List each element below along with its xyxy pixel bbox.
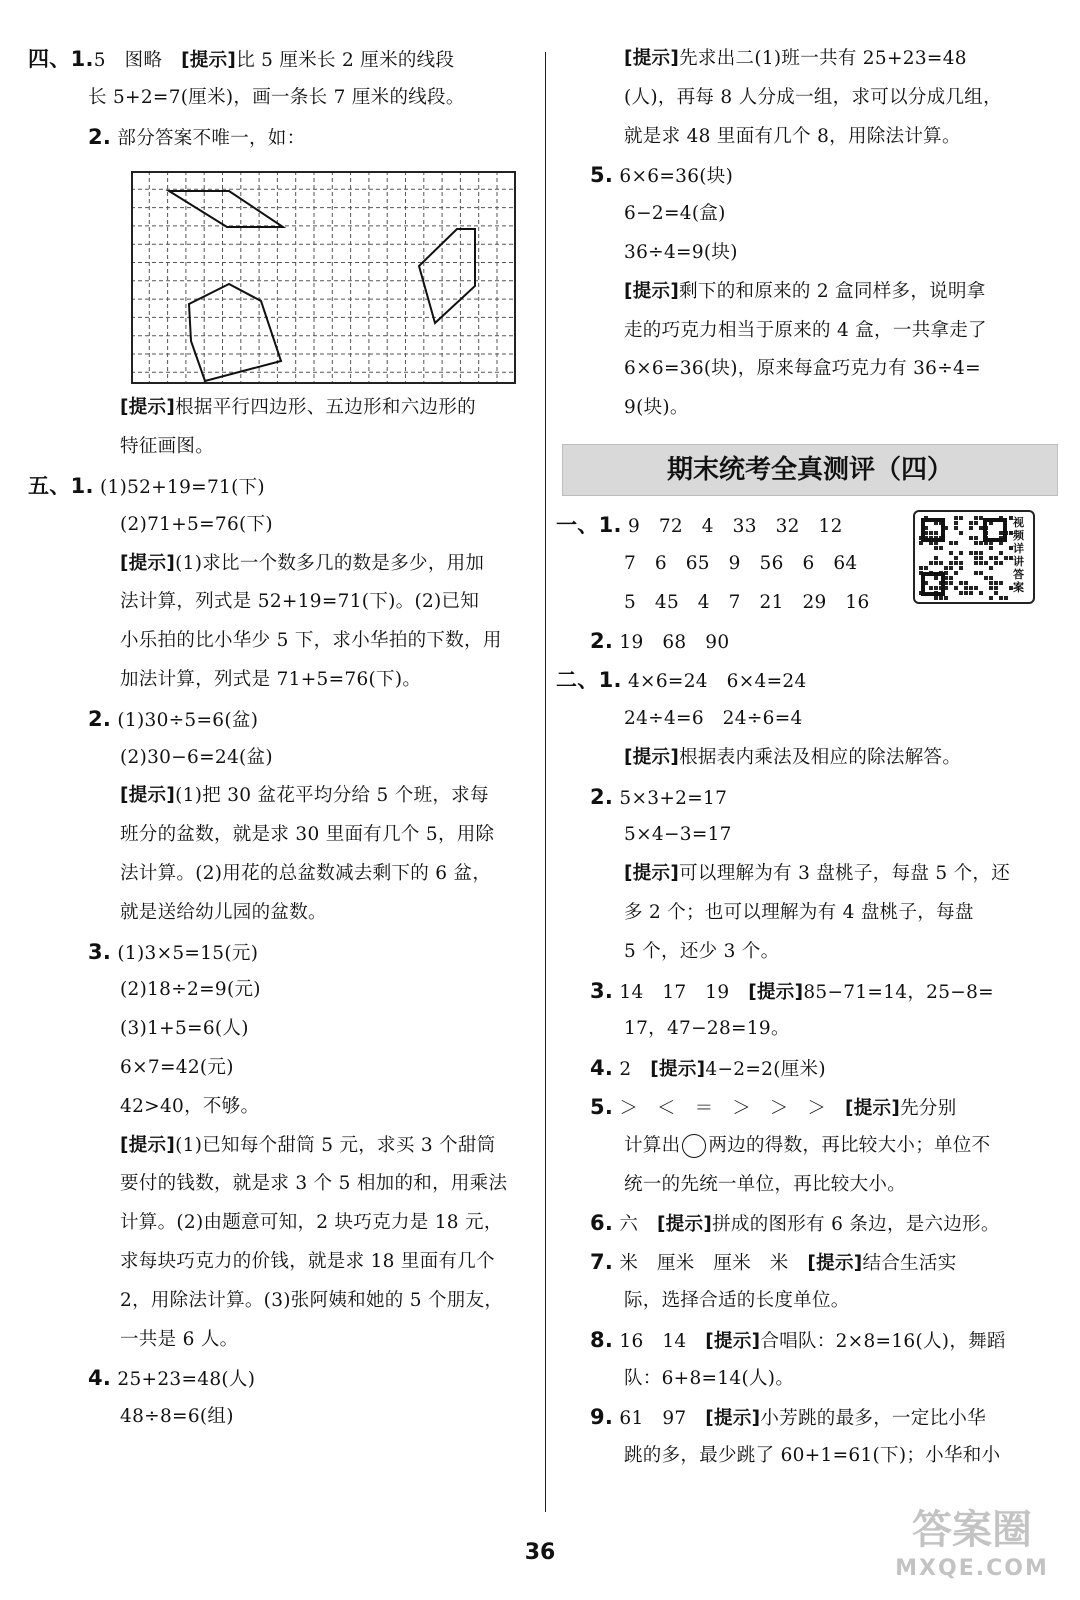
qr-cell [994, 591, 998, 595]
qr-cell [969, 591, 973, 595]
qr-cell [954, 556, 958, 560]
qr-cell [939, 546, 943, 550]
qr-cell [994, 556, 998, 560]
qr-cell [1004, 596, 1008, 600]
answer-line: 48÷8=6(组) [120, 1406, 234, 1428]
qr-cell [969, 586, 973, 590]
qr-cell [934, 586, 938, 590]
right-column [556, 40, 1056, 1476]
hint-tag: [提示] [624, 746, 680, 768]
qr-cell [954, 526, 958, 530]
hint-tag: [提示] [705, 1330, 761, 1352]
answer-line: 计算出 两边的得数，再比较大小；单位不 [624, 1134, 991, 1156]
answer-line: 3. 14 17 19 [提示]85−71=14，25−8= [590, 978, 994, 1003]
answer-line: 五、1. (1)52+19=71(下) [28, 473, 265, 498]
qr-cell [934, 531, 938, 535]
hint-tag: [提示] [120, 397, 176, 419]
qr-cell [929, 586, 933, 590]
qr-cell [994, 581, 998, 585]
answer-line: (2)30−6=24(盆) [120, 746, 273, 768]
hint-tag: [提示] [624, 48, 680, 69]
qr-cell [969, 521, 973, 525]
answer-line: (2)71+5=76(下) [120, 513, 273, 535]
qr-cell [989, 566, 993, 570]
answer-line: 加法计算，列式是 71+5=76(下)。 [120, 668, 422, 690]
answer-line: 8. 16 14 [提示]合唱队：2×8=16(人)，舞蹈 [590, 1327, 1006, 1352]
answer-line: [提示]可以理解为有 3 盘桃子，每盘 5 个，还 [624, 863, 1010, 885]
qr-cell [934, 561, 938, 565]
answer-line: 际，选择合适的长度单位。 [624, 1289, 850, 1311]
answer-line: 6. 六 [提示]拼成的图形有 6 条边，是六边形。 [590, 1211, 1000, 1236]
qr-cell [969, 526, 973, 530]
hint-tag: [提示] [624, 280, 680, 302]
answer-line: 9(块)。 [624, 397, 689, 419]
answer-line: 一、1. 9 72 4 33 32 12 [556, 512, 843, 537]
answer-line: 6×6=36(块)，原来每盒巧克力有 36÷4= [624, 358, 981, 380]
qr-cell [934, 596, 938, 600]
qr-cell [959, 531, 963, 535]
answer-line: 2. (1)30÷5=6(盆) [88, 706, 259, 731]
answer-line: 就是求 48 里面有几个 8，用除法计算。 [624, 125, 961, 147]
qr-cell [979, 561, 983, 565]
qr-cell [974, 521, 978, 525]
qr-code-icon[interactable] [913, 510, 1035, 604]
answer-line: [提示](1)把 30 盆花平均分给 5 个班，求每 [120, 785, 489, 807]
qr-cell [944, 566, 948, 570]
qr-cell [979, 551, 983, 555]
answer-line: [提示]剩下的和原来的 2 盒同样多，说明拿 [624, 280, 986, 302]
answer-line: 队：6+8=14(人)。 [624, 1367, 795, 1389]
qr-cell [949, 566, 953, 570]
qr-cell [979, 516, 983, 520]
answer-line: 特征画图。 [120, 436, 215, 458]
answer-line: 小乐拍的比小华少 5 下，求小华拍的下数，用 [120, 630, 502, 652]
hint-tag: [提示] [624, 863, 680, 885]
qr-caption: 视频详讲答案 [1013, 516, 1024, 594]
qr-cell [979, 541, 983, 545]
hint-tag: [提示] [705, 1408, 761, 1430]
qr-cell [979, 556, 983, 560]
qr-cell [974, 536, 978, 540]
answer-line: [提示]根据平行四边形、五边形和六边形的 [120, 397, 476, 419]
qr-cell [989, 576, 993, 580]
answer-line: 法计算。(2)用花的总盆数减去剩下的 6 盆， [120, 862, 492, 884]
hint-tag: [提示] [120, 785, 176, 807]
answer-line: 计算。(2)由题意可知，2 块巧克力是 18 元， [120, 1212, 503, 1234]
hint-tag: [提示] [120, 1134, 176, 1156]
qr-cell [964, 581, 968, 585]
qr-cell [974, 551, 978, 555]
answer-line: 求每块巧克力的价钱，就是求 18 里面有几个 [120, 1250, 495, 1272]
answer-line: 5. ＞ ＜ ＝ ＞ ＞ ＞ [提示]先分别 [590, 1094, 957, 1119]
qr-cell [959, 581, 963, 585]
hint-tag: [提示] [748, 981, 804, 1003]
qr-cell [989, 546, 993, 550]
qr-cell [959, 561, 963, 565]
qr-cell [979, 526, 983, 530]
answer-line: 4. 25+23=48(人) [88, 1366, 256, 1391]
qr-cell [1004, 556, 1008, 560]
answer-line: (2)18÷2=9(元) [120, 979, 261, 1001]
qr-cell [954, 521, 958, 525]
answer-line: 统一的先统一单位，再比较大小。 [624, 1173, 907, 1195]
qr-cell [999, 561, 1003, 565]
qr-cell [969, 536, 973, 540]
answer-line: (人)，再每 8 人分成一组，求可以分成几组， [624, 86, 1002, 108]
qr-cell [994, 586, 998, 590]
answer-line: 2. 部分答案不唯一，如： [88, 124, 306, 149]
qr-cell [929, 531, 933, 535]
answer-line: 7. 米 厘米 厘米 米 [提示]结合生活实 [590, 1250, 957, 1275]
answer-line: 5. 6×6=36(块) [590, 163, 734, 188]
answer-line: 5×4−3=17 [624, 824, 732, 846]
answer-line: 4. 2 [提示]4−2=2(厘米) [590, 1056, 826, 1081]
qr-cell [934, 576, 938, 580]
hint-tag: [提示] [120, 552, 176, 574]
answer-line: 跳的多，最少跳了 60+1=61(下)；小华和小 [624, 1445, 1001, 1467]
answer-line: (3)1+5=6(人) [120, 1018, 249, 1040]
qr-cell [949, 541, 953, 545]
answer-line: 二、1. 4×6=24 6×4=24 [556, 668, 807, 693]
hint-tag: [提示] [650, 1059, 706, 1081]
qr-cell [949, 581, 953, 585]
qr-cell [959, 551, 963, 555]
answer-line: 就是送给幼儿园的盆数。 [120, 901, 327, 923]
hint-tag: [提示] [657, 1214, 713, 1236]
answer-line: 班分的盆数，就是求 30 里面有几个 5，用除 [120, 824, 495, 846]
qr-cell [959, 591, 963, 595]
column-divider [545, 52, 546, 1512]
answer-line: 5 45 4 7 21 29 16 [624, 591, 870, 613]
qr-cell [994, 561, 998, 565]
answer-line: 一共是 6 人。 [120, 1328, 239, 1350]
qr-cell [989, 596, 993, 600]
watermark-logo: 答案圈 MXQE.COM [895, 1507, 1049, 1581]
answer-line: 2. 19 68 90 [590, 629, 730, 654]
answer-line: [提示]先求出二(1)班一共有 25+23=48 [624, 48, 967, 69]
qr-cell [999, 581, 1003, 585]
qr-cell [954, 561, 958, 565]
section-title-banner: 期末统考全真测评（四） [562, 444, 1058, 496]
qr-cell [999, 596, 1003, 600]
qr-cell [999, 531, 1003, 535]
hint-tag: [提示] [181, 50, 237, 71]
qr-cells [919, 516, 1013, 600]
answer-line: 6−2=4(盒) [624, 203, 726, 225]
answer-line: 要付的钱数，就是求 3 个 5 相加的和，用乘法 [120, 1173, 508, 1195]
answer-line: 法计算，列式是 52+19=71(下)。(2)已知 [120, 591, 480, 613]
qr-cell [974, 556, 978, 560]
answer-line: [提示](1)已知每个甜筒 5 元，求买 3 个甜筒 [120, 1134, 496, 1156]
qr-cell [979, 591, 983, 595]
answer-line: 17，47−28=19。 [624, 1018, 790, 1040]
answer-line: 6×7=42(元) [120, 1056, 234, 1078]
qr-cell [964, 591, 968, 595]
answer-line: 长 5+2=7(厘米)，画一条长 7 厘米的线段。 [88, 86, 465, 108]
answer-line: 2. 5×3+2=17 [590, 784, 728, 809]
circle-symbol [682, 1134, 706, 1158]
qr-cell [989, 581, 993, 585]
answer-line: 2，用除法计算。(3)张阿姨和她的 5 个朋友， [120, 1289, 504, 1311]
answer-line: 多 2 个；也可以理解为有 4 盘桃子，每盘 [624, 901, 974, 923]
qr-cell [939, 596, 943, 600]
answer-line: 24÷4=6 24÷6=4 [624, 707, 803, 729]
answer-line: [提示](1)求比一个数多几的数是多少，用加 [120, 552, 485, 574]
answer-line: 9. 61 97 [提示]小芳跳的最多，一定比小华 [590, 1405, 987, 1430]
qr-cell [919, 566, 923, 570]
qr-cell [979, 571, 983, 575]
qr-cell [954, 541, 958, 545]
answer-line: 3. (1)3×5=15(元) [88, 939, 259, 964]
answer-line: 走的巧克力相当于原来的 4 盒，一共拿走了 [624, 319, 987, 341]
page-number: 36 [524, 1540, 556, 1565]
qr-cell [959, 516, 963, 520]
answer-line: 四、1.5 图略 [提示]比 5 厘米长 2 厘米的线段 [28, 47, 455, 71]
qr-cell [989, 556, 993, 560]
qr-cell [974, 561, 978, 565]
hint-tag: [提示] [845, 1097, 901, 1119]
qr-cell [954, 571, 958, 575]
qr-cell [954, 586, 958, 590]
hint-tag: [提示] [807, 1253, 863, 1275]
pentagon-shape [419, 229, 475, 323]
answer-line: 7 6 65 9 56 6 64 [624, 552, 858, 574]
qr-cell [924, 566, 928, 570]
qr-cell [984, 576, 988, 580]
qr-cell [999, 551, 1003, 555]
answer-line: [提示]根据表内乘法及相应的除法解答。 [624, 746, 962, 768]
qr-cell [929, 561, 933, 565]
answer-line: 36÷4=9(块) [624, 241, 738, 263]
qr-cell [939, 561, 943, 565]
qr-cell [964, 586, 968, 590]
qr-cell [989, 586, 993, 590]
answer-line: 42>40，不够。 [120, 1095, 260, 1117]
qr-cell [954, 516, 958, 520]
shape-grid-figure [131, 171, 516, 384]
qr-cell [974, 516, 978, 520]
answer-line: 5 个，还少 3 个。 [624, 940, 780, 962]
qr-cell [984, 561, 988, 565]
qr-cell [949, 576, 953, 580]
qr-cell [934, 546, 938, 550]
qr-cell [949, 551, 953, 555]
qr-cell [934, 556, 938, 560]
qr-cell [959, 566, 963, 570]
qr-cell [974, 541, 978, 545]
qr-cell [949, 561, 953, 565]
qr-cell [974, 571, 978, 575]
qr-cell [969, 551, 973, 555]
qr-cell [944, 596, 948, 600]
hexagon-shape [189, 284, 281, 381]
qr-cell [974, 586, 978, 590]
